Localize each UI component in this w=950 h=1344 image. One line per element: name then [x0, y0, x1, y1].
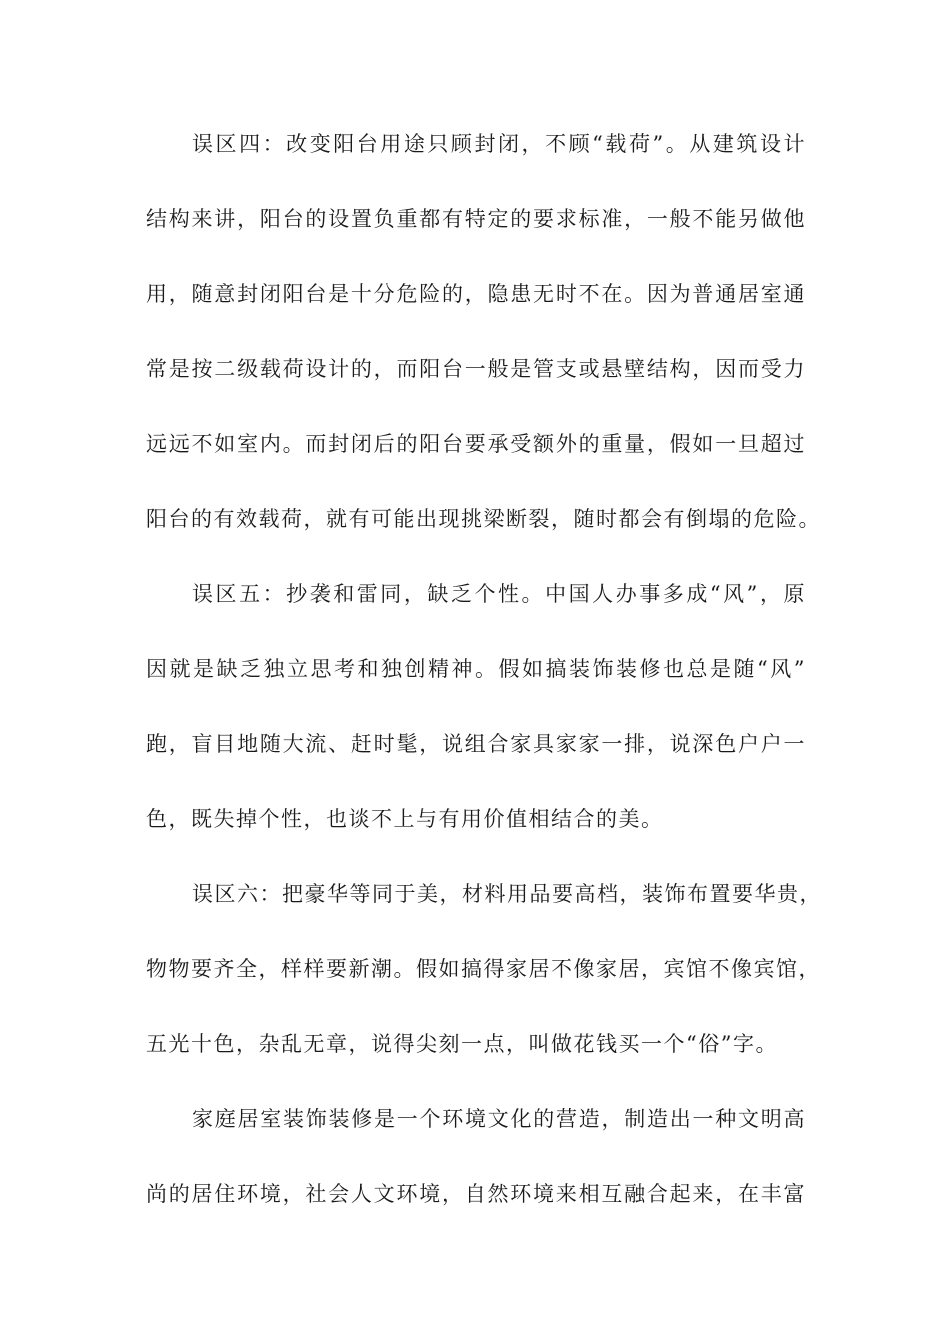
paragraph-line: 常是按二级载荷设计的，而阳台一般是管支或悬壁结构，因而受力: [146, 357, 806, 381]
paragraph-line: 因就是缺乏独立思考和独创精神。假如搞装饰装修也总是随“风”: [146, 657, 806, 681]
paragraph-line: 物物要齐全，样样要新潮。假如搞得家居不像家居，宾馆不像宾馆，: [146, 957, 821, 981]
body-text: [146, 131, 822, 1256]
paragraph-line: 用，随意封闭阳台是十分危险的，隐患无时不在。因为普通居室通: [146, 282, 806, 306]
paragraph-line: 误区四：改变阳台用途只顾封闭，不顾“载荷”。从建筑设计: [192, 132, 806, 156]
paragraph-line: 尚的居住环境，社会人文环境，自然环境来相互融合起来，在丰富: [146, 1182, 806, 1206]
paragraph-line: 误区五：抄袭和雷同，缺乏个性。中国人办事多成“风”，原: [192, 582, 806, 606]
paragraph-line: 色，既失掉个性，也谈不上与有用价值相结合的美。: [146, 807, 664, 831]
paragraph-line: 阳台的有效载荷，就有可能出现挑梁断裂，随时都会有倒塌的危险。: [146, 507, 821, 531]
paragraph-line: 远远不如室内。而封闭后的阳台要承受额外的重量，假如一旦超过: [146, 432, 806, 456]
paragraph-line: 误区六：把豪华等同于美，材料用品要高档，装饰布置要华贵，: [192, 882, 822, 906]
paragraph-line: 五光十色，杂乱无章，说得尖刻一点，叫做花钱买一个“俗”字。: [146, 1032, 778, 1056]
paragraph-line: 跑，盲目地随大流、赶时髦，说组合家具家家一排，说深色户户一: [146, 732, 806, 756]
paragraph-line: 结构来讲，阳台的设置负重都有特定的要求标准，一般不能另做他: [146, 207, 806, 231]
paragraph-line: 家庭居室装饰装修是一个环境文化的营造，制造出一种文明高: [192, 1107, 806, 1131]
